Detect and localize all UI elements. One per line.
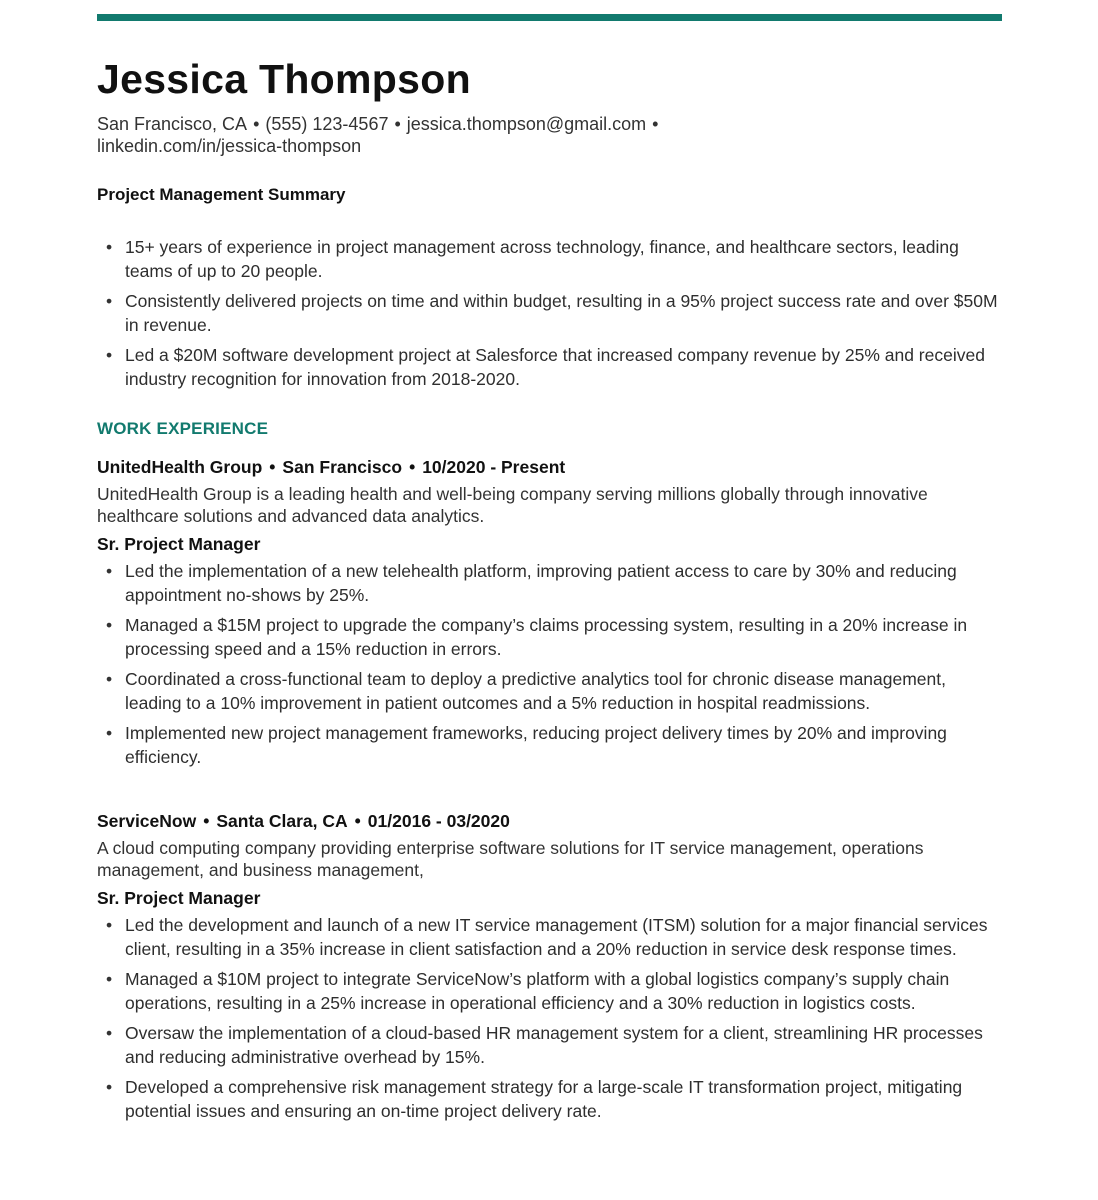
summary-heading: Project Management Summary bbox=[97, 185, 346, 204]
contact-separator: • bbox=[253, 114, 260, 134]
job-dates: 10/2020 - Present bbox=[422, 457, 566, 477]
job-bullet: • Coordinated a cross-functional team to deploy a predictive analytics tool for chronic disease management, leading to a 10% improvement in patient outcomes and a 5% reduction in hospital readmissions. bbox=[97, 668, 1002, 715]
contact-location: San Francisco, CA bbox=[97, 114, 248, 134]
job-bullet: • Developed a comprehensive risk management strategy for a large-scale IT transformation project, mitigating potential issues and ensuring an on-time project delivery rate. bbox=[97, 1076, 1002, 1123]
job-company: ServiceNow bbox=[97, 811, 197, 831]
contact-separator: • bbox=[652, 114, 659, 134]
job-bullet: • Managed a $10M project to integrate ServiceNow’s platform with a global logistics company’s supply chain operations, resulting in a 25% increase in operational efficiency and a 30% reduction in logistics costs. bbox=[97, 968, 1002, 1015]
job-entry-unitedhealth bbox=[97, 456, 1002, 776]
summary-item: • Led a $20M software development project at Salesforce that increased company revenue by 25% and received industry recognition for innovation from 2018-2020. bbox=[97, 344, 1002, 391]
job-company: UnitedHealth Group bbox=[97, 457, 263, 477]
contact-email: jessica.thompson@gmail.com bbox=[406, 114, 647, 134]
job-description: A cloud computing company providing enterprise software solutions for IT service management, operations management, and business management, bbox=[97, 838, 924, 880]
job-description: UnitedHealth Group is a leading health and well-being company serving millions globally through innovative healthcare solutions and advanced data analytics. bbox=[97, 484, 928, 526]
job-location: San Francisco bbox=[282, 457, 403, 477]
job-separator: • bbox=[409, 457, 416, 477]
job-bullet: • Oversaw the implementation of a cloud-based HR management system for a client, streamlining HR processes and reducing administrative overhead by 15%. bbox=[97, 1022, 1002, 1069]
job-separator: • bbox=[354, 811, 361, 831]
job-separator: • bbox=[203, 811, 210, 831]
contact-linkedin: linkedin.com/in/jessica-thompson bbox=[97, 136, 362, 156]
summary-list bbox=[97, 236, 1002, 398]
job-separator: • bbox=[269, 457, 276, 477]
contact-separator: • bbox=[394, 114, 401, 134]
accent-top-bar bbox=[97, 14, 1002, 21]
job-bullet: • Implemented new project management frameworks, reducing project delivery times by 20% and improving efficiency. bbox=[97, 722, 1002, 769]
job-title: Sr. Project Manager bbox=[97, 888, 261, 908]
job-location: Santa Clara, CA bbox=[216, 811, 348, 831]
job-title: Sr. Project Manager bbox=[97, 534, 261, 554]
summary-item: • 15+ years of experience in project management across technology, finance, and healthcare sectors, leading teams of up to 20 people. bbox=[97, 236, 1002, 283]
contact-info bbox=[97, 113, 1002, 157]
job-bullet: • Led the implementation of a new telehealth platform, improving patient access to care by 30% and reducing appointment no-shows by 25%. bbox=[97, 560, 1002, 607]
job-dates: 01/2016 - 03/2020 bbox=[367, 811, 510, 831]
job-header bbox=[97, 456, 1002, 478]
candidate-name: Jessica Thompson bbox=[97, 56, 471, 102]
work-experience-heading: WORK EXPERIENCE bbox=[97, 419, 269, 438]
job-bullet: • Managed a $15M project to upgrade the company’s claims processing system, resulting in a 20% increase in processing speed and a 15% reduction in errors. bbox=[97, 614, 1002, 661]
job-bullet: • Led the development and launch of a new IT service management (ITSM) solution for a major financial services client, resulting in a 35% increase in client satisfaction and a 20% reduction in service desk response times. bbox=[97, 914, 1002, 961]
job-entry-servicenow bbox=[97, 810, 1002, 1130]
job-bullet-list bbox=[97, 560, 1002, 769]
job-bullet-list bbox=[97, 914, 1002, 1123]
summary-item: • Consistently delivered projects on time and within budget, resulting in a 95% project success rate and over $50M in revenue. bbox=[97, 290, 1002, 337]
contact-phone: (555) 123-4567 bbox=[265, 114, 389, 134]
job-header bbox=[97, 810, 1002, 832]
